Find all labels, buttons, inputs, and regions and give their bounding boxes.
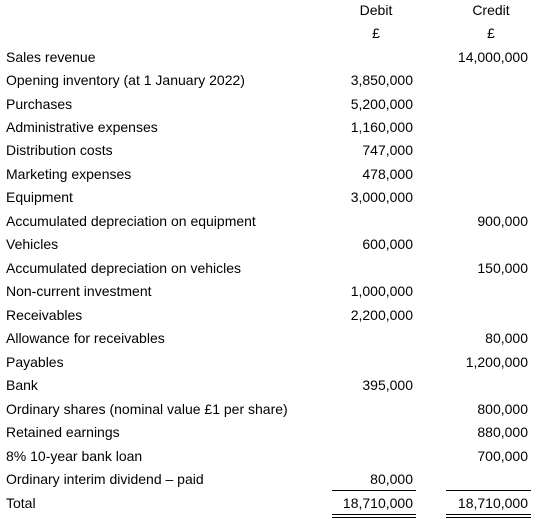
row-label: Receivables [6,307,83,323]
row-label: Non-current investment [6,283,152,299]
debit-value: 3,850,000 [350,72,413,88]
credit-total-double-rule-lower [446,517,531,518]
credit-total-double-rule-upper [446,514,531,515]
debit-total-double-rule-lower [332,517,416,518]
currency-header-credit: £ [487,25,495,41]
debit-total: 18,710,000 [342,495,413,511]
credit-value: 14,000,000 [457,49,528,65]
table-row [0,401,539,421]
credit-value: 80,000 [485,330,528,346]
row-label: Opening inventory (at 1 January 2022) [6,72,245,88]
debit-value: 600,000 [362,236,413,252]
debit-value: 478,000 [362,166,413,182]
row-label: Payables [6,354,64,370]
currency-header-debit: £ [372,25,380,41]
debit-value: 1,000,000 [350,283,413,299]
table-row [0,448,539,468]
column-header-debit: Debit [359,2,393,18]
table-row [0,119,539,139]
table-row [0,213,539,233]
row-label: Accumulated depreciation on vehicles [6,260,242,276]
table-row [0,96,539,116]
table-row [0,330,539,350]
row-label: 8% 10-year bank loan [6,448,143,464]
row-label: Distribution costs [6,142,113,158]
table-row [0,377,539,397]
credit-value: 900,000 [477,213,528,229]
row-label: Accumulated depreciation on equipment [6,213,256,229]
debit-value: 395,000 [362,377,413,393]
debit-value: 5,200,000 [350,96,413,112]
row-label: Ordinary interim dividend – paid [6,471,204,487]
credit-value: 700,000 [477,448,528,464]
row-label: Bank [6,377,38,393]
table-row [0,260,539,280]
row-label: Sales revenue [6,49,96,65]
row-label: Allowance for receivables [6,330,165,346]
credit-value: 150,000 [477,260,528,276]
credit-total-top-rule [446,490,531,491]
row-label: Marketing expenses [6,166,132,182]
row-label: Purchases [6,96,73,112]
row-label: Vehicles [6,236,59,252]
row-label: Ordinary shares (nominal value £1 per share) [6,401,288,417]
table-row [0,283,539,303]
table-row [0,236,539,256]
table-row [0,189,539,209]
debit-value: 747,000 [362,142,413,158]
table-row [0,49,539,69]
total-label: Total [6,495,36,511]
credit-value: 880,000 [477,424,528,440]
credit-value: 800,000 [477,401,528,417]
column-header-credit: Credit [472,2,510,18]
debit-value: 1,160,000 [350,119,413,135]
debit-total-double-rule-upper [332,514,416,515]
debit-value: 2,200,000 [350,307,413,323]
debit-value: 80,000 [370,471,413,487]
table-row [0,424,539,444]
row-label: Administrative expenses [6,119,158,135]
row-label: Equipment [6,189,73,205]
total-row [0,495,539,515]
table-row [0,354,539,374]
debit-value: 3,000,000 [350,189,413,205]
credit-value: 1,200,000 [465,354,528,370]
table-row [0,72,539,92]
table-row [0,471,539,491]
credit-total: 18,710,000 [457,495,528,511]
row-label: Retained earnings [6,424,120,440]
debit-total-top-rule [332,490,416,491]
table-row [0,307,539,327]
table-row [0,142,539,162]
table-row [0,166,539,186]
